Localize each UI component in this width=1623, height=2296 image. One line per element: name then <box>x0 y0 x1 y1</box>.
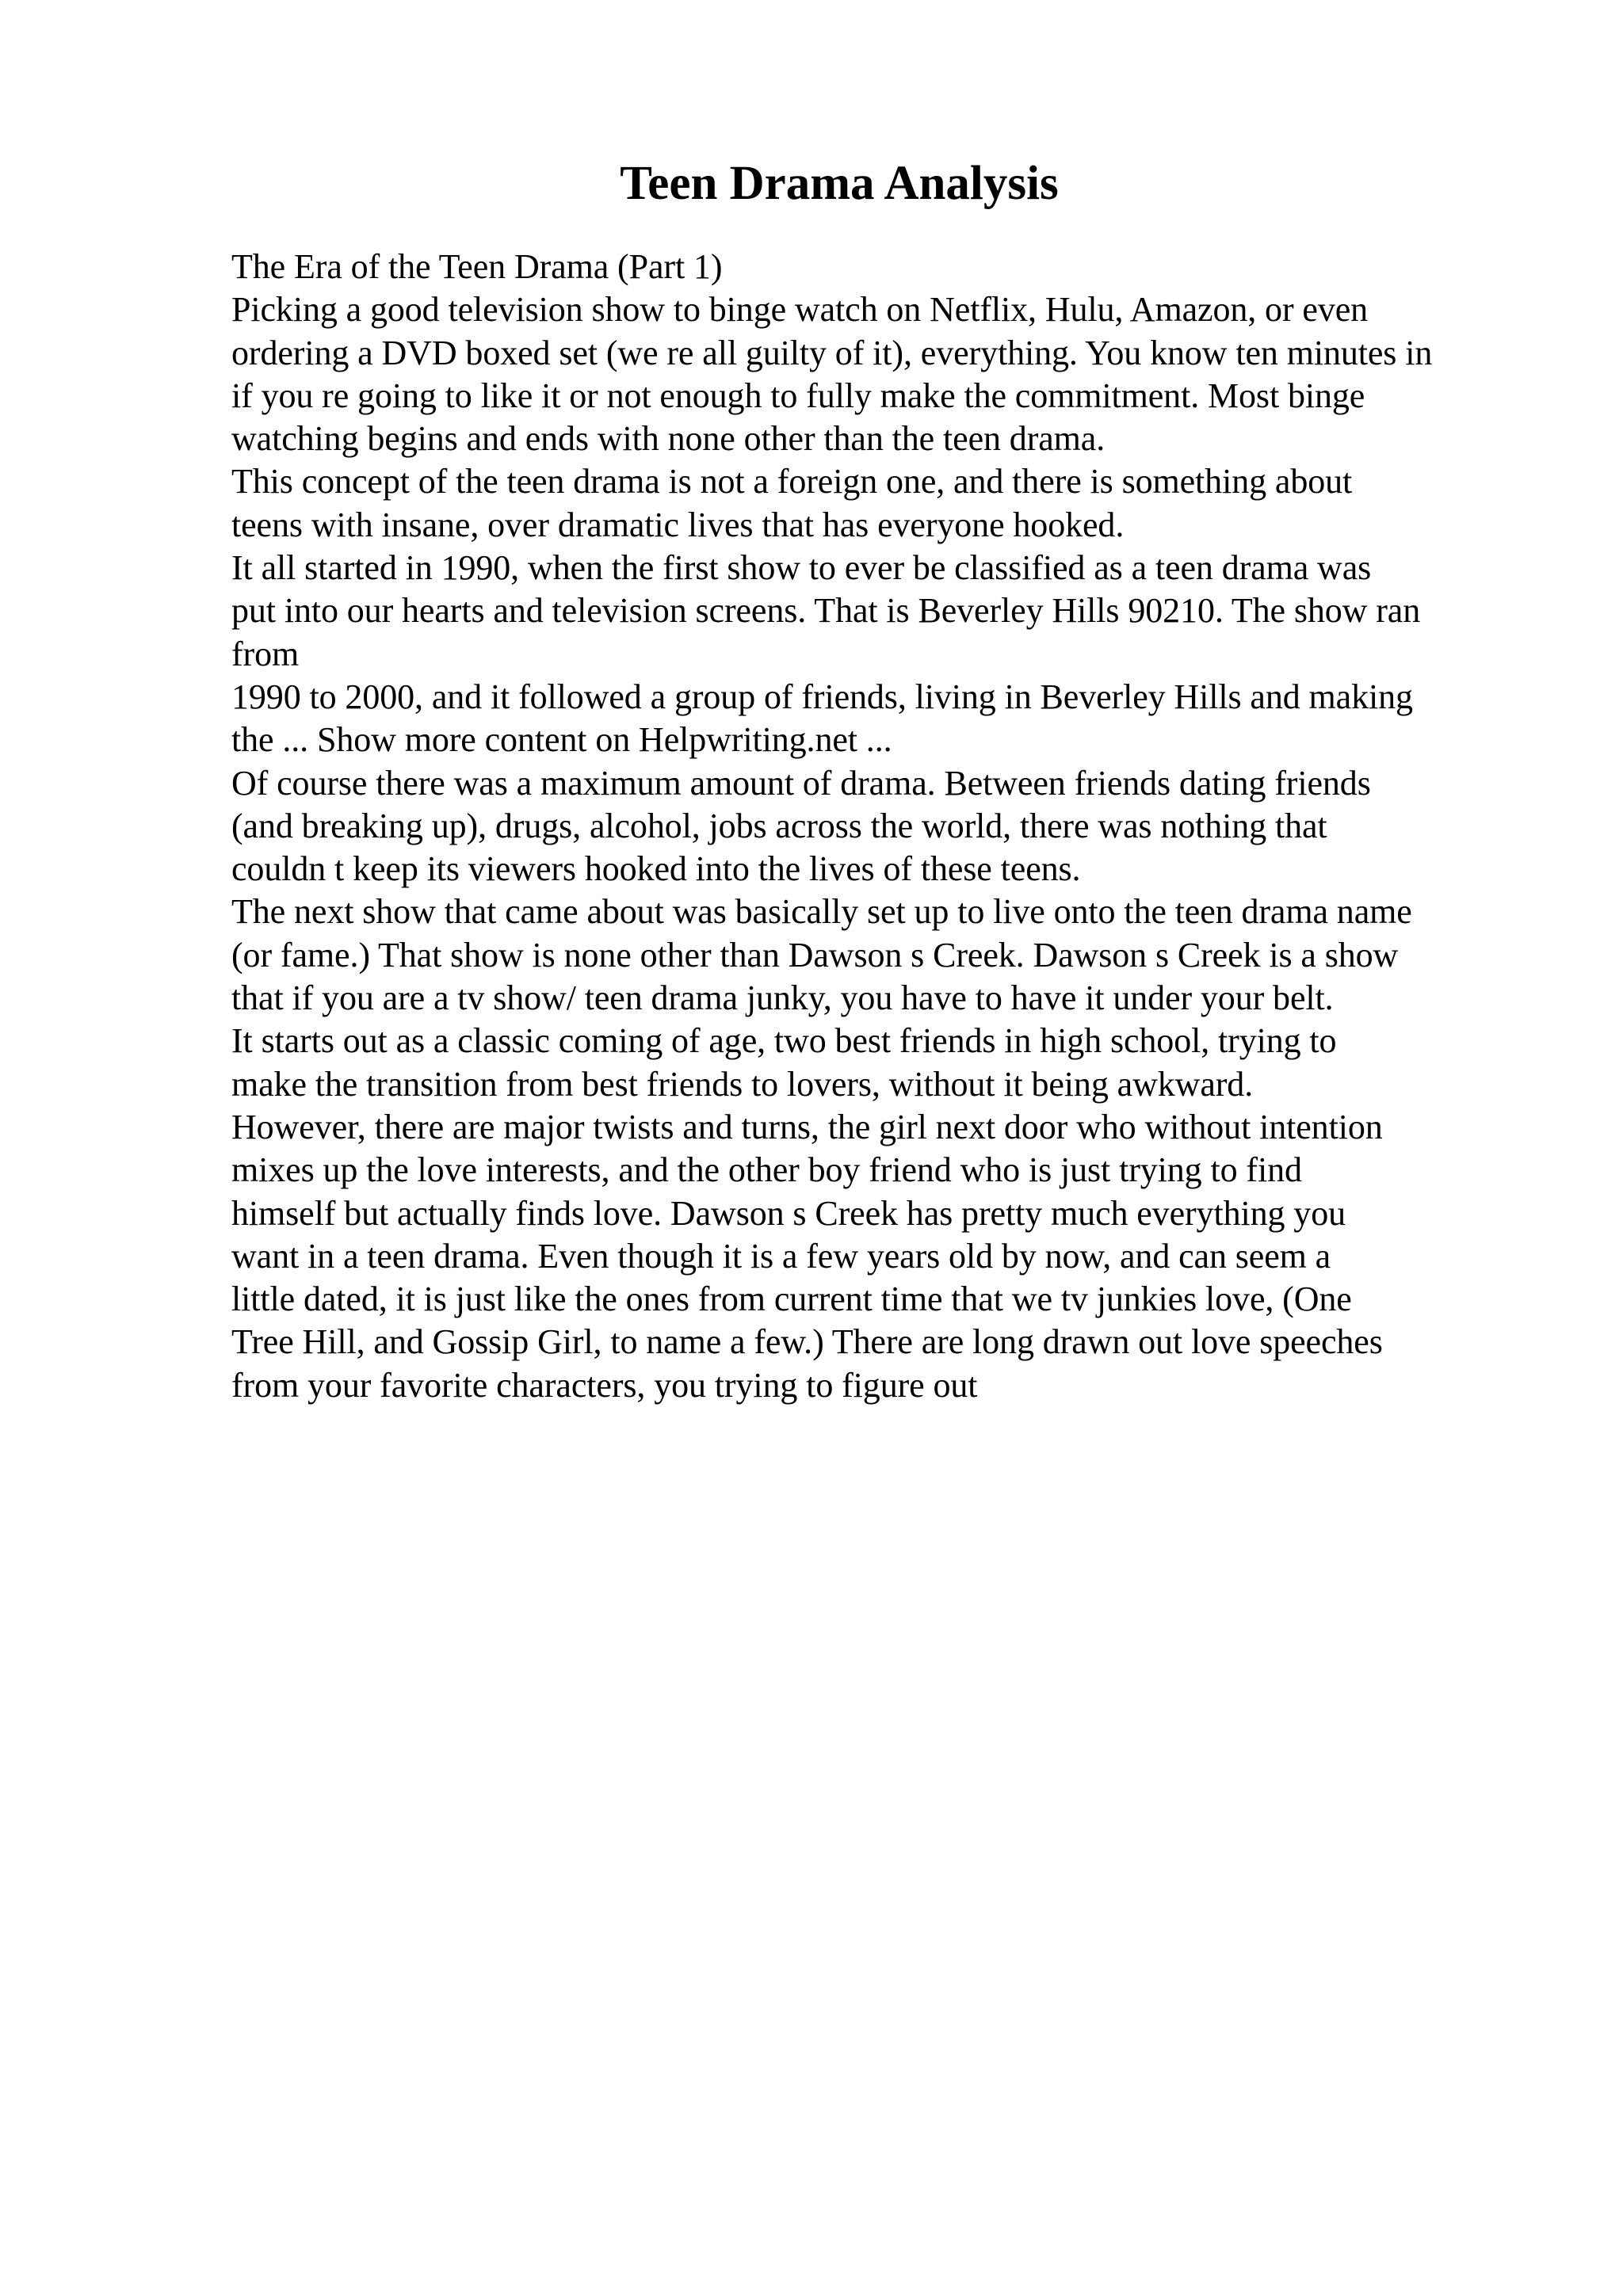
text-line: make the transition from best friends to lovers, without it being awkward. <box>231 1064 1254 1104</box>
text-line: that if you are a tv show/ teen drama junky, you have to have it under your belt. <box>231 978 1334 1018</box>
text-line: if you re going to like it or not enough to fully make the commitment. Most binge <box>231 376 1365 415</box>
text-line: This concept of the teen drama is not a foreign one, and there is something about <box>231 462 1353 502</box>
text-line: It all started in 1990, when the first show to ever be classified as a teen drama was <box>231 548 1372 588</box>
text-line: It starts out as a classic coming of age, two best friends in high school, trying to <box>231 1021 1337 1061</box>
text-line: mixes up the love interests, and the other boy friend who is just trying to find <box>231 1150 1302 1190</box>
text-line: (or fame.) That show is none other than Dawson s Creek. Dawson s Creek is a show <box>231 935 1399 974</box>
text-line: The next show that came about was basically set up to live onto the teen drama name <box>231 892 1412 932</box>
text-line: want in a teen drama. Even though it is a few years old by now, and can seem a <box>231 1236 1331 1276</box>
text-line: put into our hearts and television screens. That is Beverley Hills 90210. The show ran <box>231 591 1421 631</box>
text-line: couldn t keep its viewers hooked into the lives of these teens. <box>231 849 1081 889</box>
text-line: from your favorite characters, you trying to figure out <box>231 1365 978 1405</box>
document-body <box>231 246 1610 1407</box>
text-line: Tree Hill, and Gossip Girl, to name a few.) There are long drawn out love speeches <box>231 1322 1383 1362</box>
text-line: (and breaking up), drugs, alcohol, jobs across the world, there was nothing that <box>231 806 1327 845</box>
text-line: Of course there was a maximum amount of drama. Between friends dating friends <box>231 763 1371 803</box>
text-line: 1990 to 2000, and it followed a group of friends, living in Beverley Hills and making <box>231 677 1413 716</box>
text-line: The Era of the Teen Drama (Part 1) <box>231 247 723 286</box>
text-line: the ... Show more content on Helpwriting.net ... <box>231 720 892 760</box>
text-line: himself but actually finds love. Dawson s Creek has pretty much everything you <box>231 1193 1346 1233</box>
text-line: little dated, it is just like the ones from current time that we tv junkies love, (One <box>231 1280 1352 1319</box>
text-line: from <box>231 634 300 673</box>
document-title: Teen Drama Analysis <box>620 157 1059 210</box>
text-line: ordering a DVD boxed set (we re all guilty of it), everything. You know ten minutes in <box>231 333 1433 372</box>
text-line: Picking a good television show to binge watch on Netflix, Hulu, Amazon, or even <box>231 290 1369 330</box>
text-line: watching begins and ends with none other than the teen drama. <box>231 419 1106 459</box>
text-line: However, there are major twists and turns, the girl next door who without intention <box>231 1107 1383 1146</box>
text-line: teens with insane, over dramatic lives that has everyone hooked. <box>231 505 1125 544</box>
